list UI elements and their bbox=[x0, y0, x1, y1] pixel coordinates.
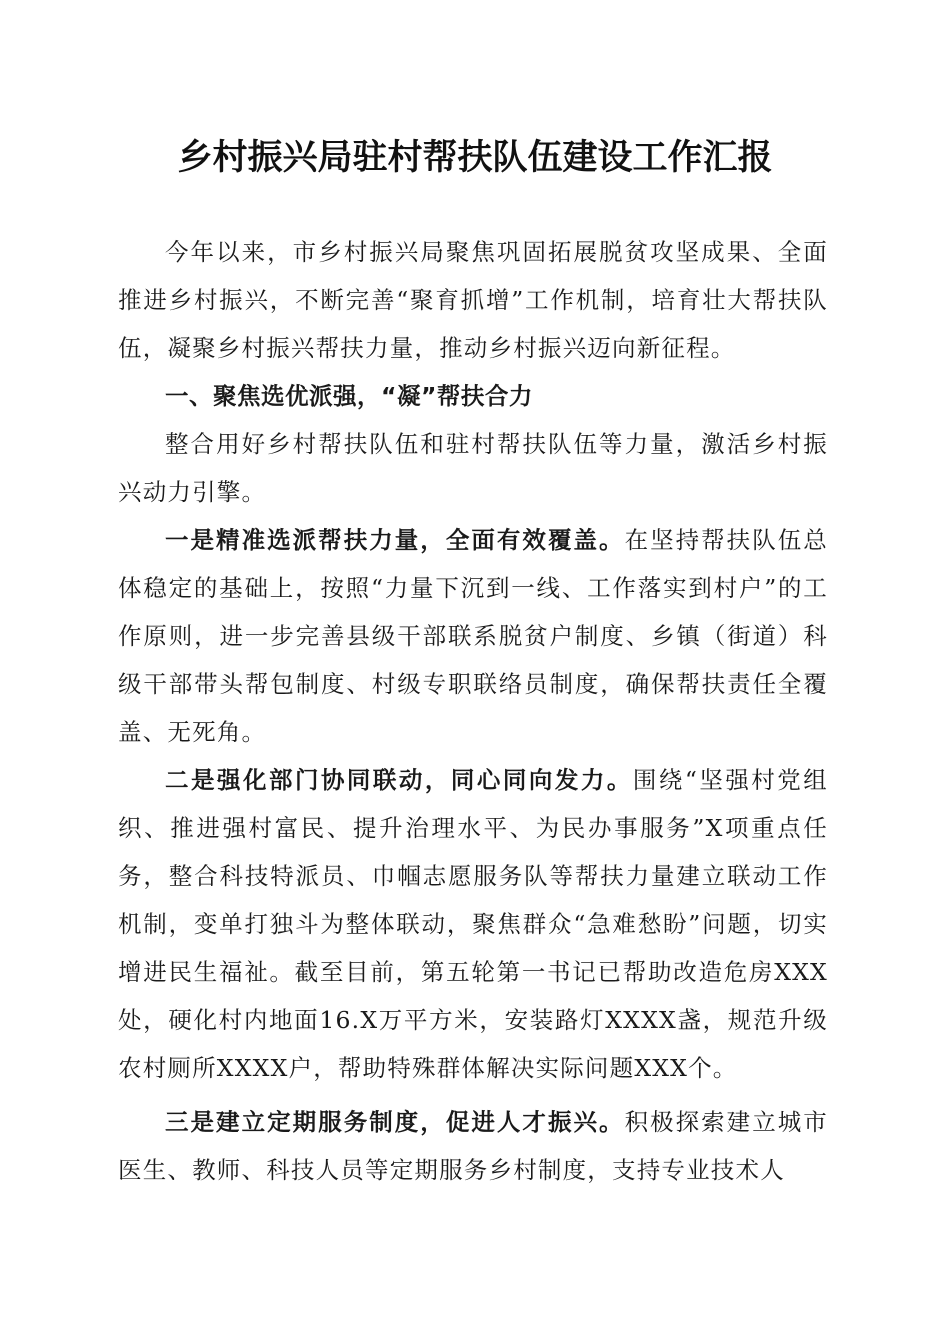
item-1-lead: 一是精准选派帮扶力量，全面有效覆盖。 bbox=[165, 526, 625, 554]
item-1-text: 在坚持帮扶队伍总体稳定的基础上，按照“力量下沉到一线、工作落实到村户”的工作原则，进一步完善县级干部联系脱贫户制度、乡镇（街道）科级干部带头帮包制度、村级专职联络员制度，确保帮扶责任全覆盖、无死角。 bbox=[118, 526, 828, 746]
item-1-paragraph bbox=[118, 516, 828, 756]
section-1-intro-paragraph: 整合用好乡村帮扶队伍和驻村帮扶队伍等力量，激活乡村振兴动力引擎。 bbox=[118, 430, 828, 506]
document-body bbox=[118, 228, 828, 1194]
item-2-lead: 二是强化部门协同联动，同心同向发力。 bbox=[165, 766, 633, 794]
item-2-text: 围绕“坚强村党组织、推进强村富民、提升治理水平、为民办事服务”X项重点任务，整合科技特派员、巾帼志愿服务队等帮扶力量建立联动工作机制，变单打独斗为整体联动，聚焦群众“急难愁盼”问题，切实增进民生福祉。截至目前，第五轮第一书记已帮助改造危房XXX处，硬化村内地面16.X万平方米，安装路灯XXXX盏，规范升级农村厕所XXXX户，帮助特殊群体解决实际问题XXX个。 bbox=[118, 766, 828, 1082]
item-3-lead: 三是建立定期服务制度，促进人才振兴。 bbox=[165, 1108, 625, 1136]
item-2-paragraph bbox=[118, 756, 828, 1092]
item-3-paragraph bbox=[118, 1098, 828, 1194]
document-title: 乡村振兴局驻村帮扶队伍建设工作汇报 bbox=[177, 138, 773, 178]
intro-paragraph: 今年以来，市乡村振兴局聚焦巩固拓展脱贫攻坚成果、全面推进乡村振兴，不断完善“聚育抓增”工作机制，培育壮大帮扶队伍，凝聚乡村振兴帮扶力量，推动乡村振兴迈向新征程。 bbox=[118, 238, 828, 362]
section-heading-1: 一、聚焦选优派强，“凝”帮扶合力 bbox=[165, 382, 533, 410]
item-3-text: 积极探索建立城市医生、教师、科技人员等定期服务乡村制度，支持专业技术人 bbox=[118, 1108, 828, 1184]
